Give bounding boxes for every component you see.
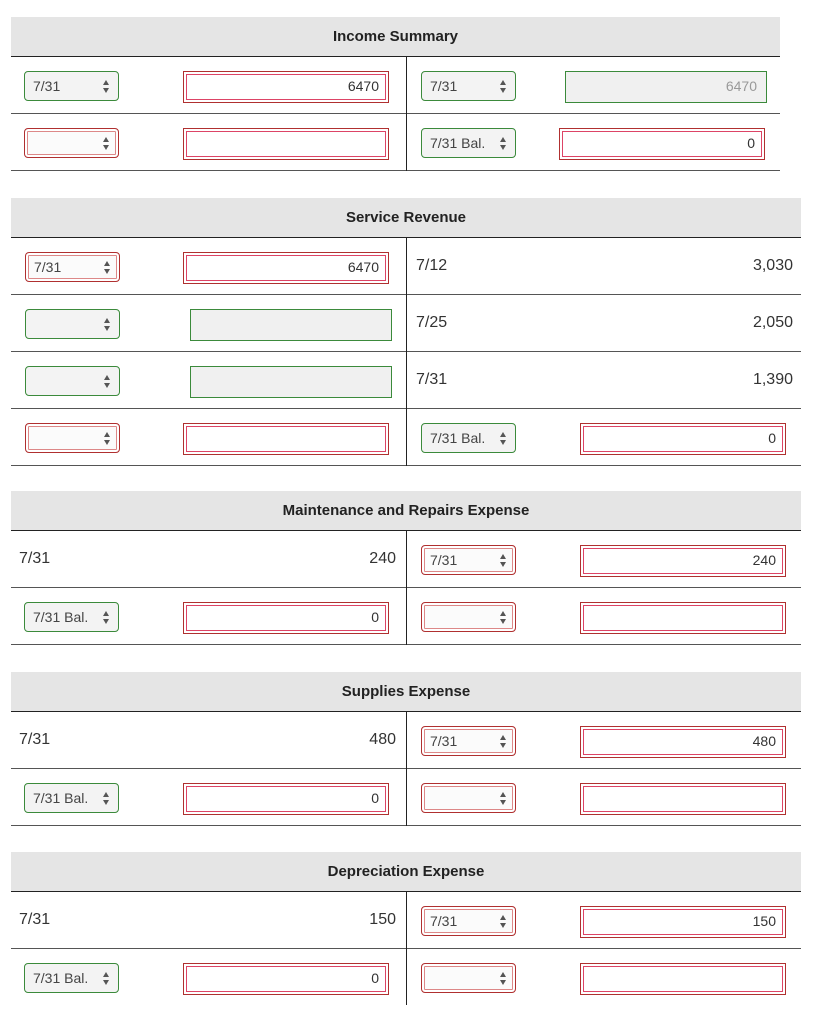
t-account-divider	[406, 56, 407, 171]
t-account-divider	[406, 237, 407, 466]
account-title: Income Summary	[11, 17, 780, 57]
debit-amount-input[interactable]: 0	[183, 963, 389, 995]
select-arrows-icon	[500, 432, 507, 445]
select-arrows-icon	[500, 137, 507, 150]
select-arrows-icon	[500, 792, 507, 805]
debit-amount-input[interactable]: 6470	[183, 71, 389, 103]
t-account-divider	[406, 530, 407, 645]
debit-amount-text: 480	[369, 731, 396, 748]
credit-date-select[interactable]	[421, 906, 516, 936]
select-arrows-icon	[500, 611, 507, 624]
account-title: Depreciation Expense	[11, 852, 801, 892]
debit-amount-input[interactable]: 0	[183, 783, 389, 815]
select-arrows-icon	[500, 915, 507, 928]
debit-amount-input[interactable]	[190, 366, 392, 398]
debit-date-select[interactable]	[25, 309, 120, 339]
debit-date-select[interactable]	[25, 366, 120, 396]
credit-amount-input[interactable]	[580, 963, 786, 995]
credit-date-select[interactable]	[421, 963, 516, 993]
account-title: Supplies Expense	[11, 672, 801, 712]
select-arrows-icon	[104, 318, 111, 331]
t-account-divider	[406, 891, 407, 1005]
select-value: 7/31	[430, 78, 458, 94]
ledger-row	[11, 114, 780, 171]
select-value: 7/31	[430, 913, 458, 929]
supplies-expense-account	[11, 672, 801, 826]
debit-date-select[interactable]	[25, 423, 120, 453]
credit-amount-input[interactable]: 150	[580, 906, 786, 938]
debit-amount-input[interactable]	[183, 423, 389, 455]
credit-amount-input[interactable]: 0	[580, 423, 786, 455]
debit-date-text: 7/31	[19, 731, 51, 748]
credit-date-select[interactable]	[421, 71, 516, 101]
select-arrows-icon	[500, 554, 507, 567]
credit-date-select[interactable]	[421, 783, 516, 813]
depreciation-expense-account	[11, 852, 801, 1005]
debit-amount-input[interactable]	[190, 309, 392, 341]
account-title: Service Revenue	[11, 198, 801, 238]
select-arrows-icon	[104, 375, 111, 388]
account-title: Maintenance and Repairs Expense	[11, 491, 801, 531]
select-arrows-icon	[104, 261, 111, 274]
credit-amount-input[interactable]: 240	[580, 545, 786, 577]
credit-amount-input[interactable]	[580, 602, 786, 634]
credit-date-select[interactable]	[421, 128, 516, 158]
credit-date-select[interactable]	[421, 602, 516, 632]
credit-date-text: 7/25	[416, 314, 448, 331]
debit-amount-input[interactable]	[183, 128, 389, 160]
ledger-row	[11, 57, 780, 114]
select-arrows-icon	[103, 972, 110, 985]
credit-amount-text: 2,050	[752, 314, 793, 331]
debit-date-select[interactable]	[24, 602, 119, 632]
select-arrows-icon	[500, 80, 507, 93]
select-arrows-icon	[103, 137, 110, 150]
select-value: 7/31	[430, 552, 458, 568]
debit-amount-input[interactable]: 0	[183, 602, 389, 634]
debit-amount-input[interactable]: 6470	[183, 252, 389, 284]
income-summary-account	[11, 17, 780, 171]
select-arrows-icon	[103, 611, 110, 624]
select-value: 7/31 Bal.	[430, 135, 486, 151]
t-account-divider	[406, 711, 407, 826]
debit-date-select[interactable]	[24, 783, 119, 813]
debit-date-text: 7/31	[19, 550, 51, 567]
select-value: 7/31 Bal.	[430, 430, 486, 446]
credit-amount-input[interactable]: 480	[580, 726, 786, 758]
credit-date-text: 7/12	[416, 257, 448, 274]
select-value: 7/31 Bal.	[33, 970, 89, 986]
select-arrows-icon	[500, 972, 507, 985]
select-value: 7/31 Bal.	[33, 790, 89, 806]
debit-date-select[interactable]	[24, 963, 119, 993]
select-value: 7/31	[33, 78, 61, 94]
maintenance-repairs-account	[11, 491, 801, 645]
debit-date-text: 7/31	[19, 911, 51, 928]
select-value: 7/31	[430, 733, 458, 749]
credit-date-text: 7/31	[416, 371, 448, 388]
select-arrows-icon	[103, 792, 110, 805]
credit-amount-input[interactable]: 6470	[565, 71, 767, 103]
credit-amount-input[interactable]: 0	[559, 128, 765, 160]
select-value: 7/31	[34, 259, 62, 275]
debit-date-select[interactable]	[24, 128, 119, 158]
credit-date-select[interactable]	[421, 726, 516, 756]
credit-date-select[interactable]	[421, 545, 516, 575]
debit-amount-text: 240	[369, 550, 396, 567]
credit-amount-text: 1,390	[752, 371, 793, 388]
debit-date-select[interactable]	[25, 252, 120, 282]
select-value: 7/31 Bal.	[33, 609, 89, 625]
credit-amount-input[interactable]	[580, 783, 786, 815]
debit-date-select[interactable]	[24, 71, 119, 101]
select-arrows-icon	[500, 735, 507, 748]
debit-amount-text: 150	[369, 911, 396, 928]
credit-amount-text: 3,030	[752, 257, 793, 274]
select-arrows-icon	[103, 80, 110, 93]
service-revenue-account	[11, 198, 801, 466]
select-arrows-icon	[104, 432, 111, 445]
credit-date-select[interactable]	[421, 423, 516, 453]
